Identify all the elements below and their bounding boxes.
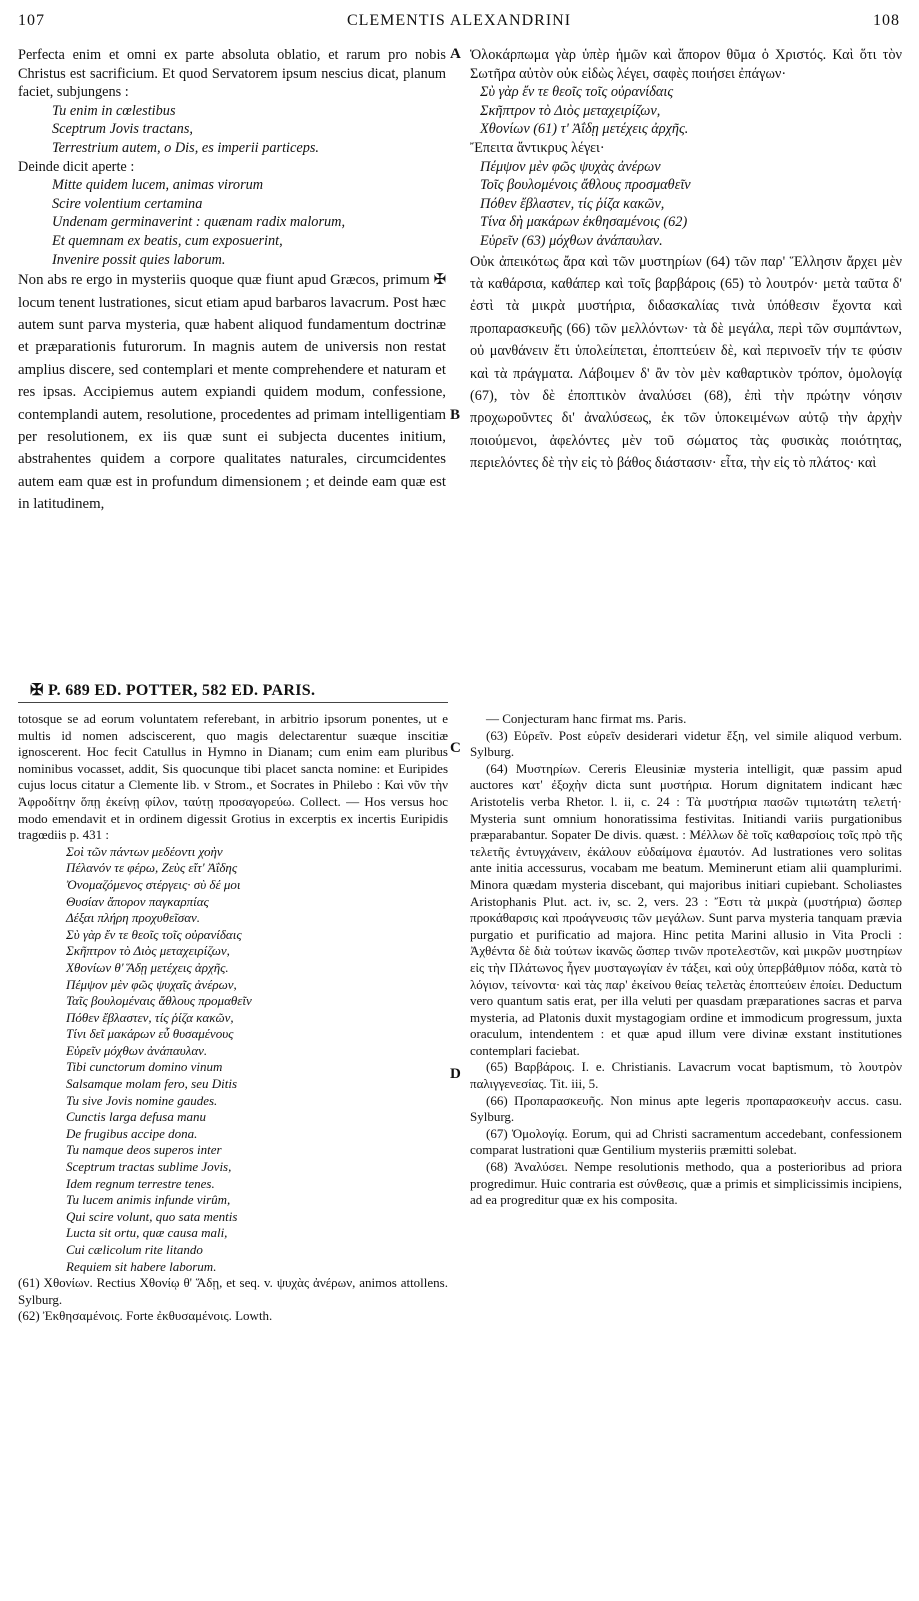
footnote-66: (66) Προπαρασκευῆς. Non minus apte legeris προπαρασκευὴν accus. casu. Sylburg. xyxy=(470,1092,902,1125)
verse-line: Πόθεν ἔβλαστεν, τίς ῥίζα κακῶν, xyxy=(480,195,665,212)
greek-text-column xyxy=(470,46,902,475)
verse-line: Χθονίων (61) τ' Ἀΐδῃ μετέχεις ἀρχῆς. xyxy=(480,121,689,138)
notes-column-right xyxy=(470,711,902,1209)
verse-line: Scire volentium certamina xyxy=(52,195,203,212)
potter-edition-reference: ✠ P. 689 ED. POTTER, 582 ED. PARIS. xyxy=(30,682,316,699)
verse-line: Requiem sit habere laborum. xyxy=(66,1258,217,1274)
verse-line: Terrestrium autem, o Dis, es imperii particeps. xyxy=(52,139,320,156)
margin-letter-c: C xyxy=(450,740,461,756)
verse-line: Εὑρεῖν μόχθων ἀνάπαυλαν. xyxy=(66,1042,208,1058)
page-number-left: 107 xyxy=(18,12,45,29)
margin-letter-a: A xyxy=(450,46,461,62)
latin-hymn-verse xyxy=(18,1059,448,1275)
footnote-68: (68) Ἀναλύσει. Nempe resolutionis methodo, qua a posterioribus ad priora progredimur. Huic contraria est σύνθεσις, quæ a primis et simplicissimis incipiens, ad ea progreditur quæ ex his composita. xyxy=(470,1159,902,1208)
greek-verse-1 xyxy=(470,83,902,139)
latin-paragraph: Non abs re ergo in mysteriis quoque quæ fiunt apud Græcos, primum ✠ locum tenent lustrationes, sicut etiam apud barbaros lavacrum. Post hæc autem sunt parva mysteria, quæ habent aliquod fundamentum doctrinæ et præparationis futurorum. In magnis autem de universis non restat amplius discere, sed contemplari et mente comprehendere et naturam et res ipsas. Accipiemus autem expiandi quidem modum, confessione, contemplandi autem, resolutione, procedentes ad primam intelligentiam per resolutionem, ex iis quæ sunt ei subjecta ducentes initium, abstrahentes quidem a corpore qualitates naturales, circumcidentes autem eam quæ est in profundum dimensionem ; et deinde eam quæ est in latitudinem, xyxy=(18,272,446,513)
verse-line: De frugibus accipe dona. xyxy=(66,1125,198,1141)
latin-text-column xyxy=(18,46,446,516)
verse-line: Σοὶ τῶν πάντων μεδέοντι χοὴν xyxy=(66,843,223,859)
verse-line: Ταῖς βουλομέναις ἄθλους προμαθεῖν xyxy=(66,993,252,1009)
running-header xyxy=(18,12,900,34)
verse-line: Πέμψον μὲν φῶς ψυχὰς ἀνέρων xyxy=(480,158,661,175)
verse-line: Tu enim in cœlestibus xyxy=(52,102,176,119)
verse-line: Invenire possit quies laborum. xyxy=(52,251,226,268)
page-number-right: 108 xyxy=(873,12,900,29)
verse-line: Sceptrum Jovis tractans, xyxy=(52,121,193,138)
running-title: CLEMENTIS ALEXANDRINI xyxy=(346,12,572,29)
verse-line: Cui cælicolum rite litando xyxy=(66,1242,203,1257)
verse-line: Undenam germinaverint : quænam radix malorum, xyxy=(52,214,346,231)
greek-paragraph: Ὁλοκάρπωμα γὰρ ὑπὲρ ἡμῶν καὶ ἄπορον θῦμα ὁ Χριστός. Καὶ ὅτι τὸν Σωτῆρα αὐτὸν οὐκ εἰδὼς λέγει, σαφὲς ποιήσει ἐπάγων· xyxy=(470,47,902,82)
latin-verse-1 xyxy=(18,102,446,158)
verse-line: Πέμψον μὲν φῶς ψυχαῖς ἀνέρων, xyxy=(66,976,237,992)
verse-line: Σὺ γὰρ ἔν τε θεοῖς τοῖς οὐρανίδαις xyxy=(480,84,674,101)
verse-line: Εὑρεῖν (63) μόχθων ἀνάπαυλαν. xyxy=(480,232,663,249)
latin-verse-2 xyxy=(18,176,446,269)
verse-line: Ὀνομαζόμενος στέργεις· σὺ δέ μοι xyxy=(66,876,241,892)
verse-line: Salsamque molam fero, seu Ditis xyxy=(66,1076,238,1092)
margin-letter-d: D xyxy=(450,1066,461,1082)
verse-line: Tibi cunctorum domino vinum xyxy=(66,1059,223,1075)
verse-line: Θυσίαν ἄπορον παγκαρπίας xyxy=(66,893,209,909)
verse-line: Et quemnam ex beatis, cum exposuerint, xyxy=(52,232,283,249)
verse-line: Cunctis larga defusa manu xyxy=(66,1109,206,1125)
margin-letter-b: B xyxy=(450,407,461,423)
footnote-61: (61) Χθονίων. Rectius Χθονίῳ θ' Ἅδῃ, et seq. v. ψυχὰς ἀνέρων, animos attollens. Sylburg. xyxy=(18,1275,448,1307)
footnote-65: (65) Βαρβάροις. I. e. Christianis. Lavacrum vocat baptismum, τὸ λουτρὸν παλιγγενεσίας. Tit. iii, 5. xyxy=(470,1059,902,1092)
verse-line: Tu namque deos superos inter xyxy=(66,1142,222,1158)
verse-line: Lucta sit ortu, quæ causa mali, xyxy=(66,1225,228,1241)
latin-paragraph: Deinde dicit aperte : xyxy=(18,158,135,175)
note-paragraph: totosque se ad eorum voluntatem referebant, in arbitrio ipsorum ponentes, ut e multis id nomen adsciscerent, quo magis delectarentur suæque inscitiæ ignoscerent. Hoc fecit Catullus in Hymno in Dianam; cum enim eam pluribus nominibus vocasset, addit, Sis quocunque tibi placet sancta nomine: et Euripides cujus locus citatur a Clemente lib. v Strom., et Socrates in Philebo : Καὶ νῦν τὴν Ἀφροδίτην ὅπῃ ἐκείνῃ φίλον, ταύτῃ προσαγορεύω. Collect. — Hos versus hoc modo emendavit et in ordinem digessit Grotius in excerptis ex incertis Euripidis tragœdiis p. 431 : xyxy=(18,711,448,843)
divider-rule xyxy=(18,702,448,703)
notes-column-left xyxy=(18,711,448,1325)
verse-line: Tu sive Jovis nomine gaudes. xyxy=(66,1092,218,1108)
greek-verse-2 xyxy=(470,158,902,251)
verse-line: Τοῖς βουλομένοις ἄθλους προσμαθεῖν xyxy=(480,177,691,194)
verse-line: Πόθεν ἔβλαστεν, τίς ῥίζα κακῶν, xyxy=(66,1009,234,1025)
greek-paragraph: Οὐκ ἀπεικότως ἄρα καὶ τῶν μυστηρίων (64) τῶν παρ' Ἕλλησιν ἄρχει μὲν τὰ καθάρσια, καθάπερ καὶ τοῖς βαρβάροις (65) τὸ λουτρόν· μετὰ ταῦτα δ' ἐστὶ τὰ μικρὰ μυστήρια, διδασκαλίας τινὰ ὑπόθεσιν ἔχοντα καὶ προπαρασκευῆς (66) τῶν μελλόντων· τὰ δὲ μεγάλα, περὶ τῶν συμπάντων, οὐ μανθάνειν ἔτι ὑπολείπεται, ἐποπτεύειν δὲ, καὶ περινοεῖν τήν τε φύσιν καὶ τὰ πράγματα. Λάβοιμεν δ' ἂν τὸν μὲν καθαρτικὸν τρόπον, ὁμολογίᾳ (67), τὸν δὲ ἐποπτικὸν ἀναλύσει (68), ἐπὶ τὴν πρώτην νόησιν προχωροῦντες δι' ἀναλύσεως, ἐκ τῶν ὑποκειμένων αὐτῷ τὴν ἀρχὴν ποιούμενοι, ἀφελόντες μὲν τοῦ σώματος τὰς φυσικὰς ποιότητας, περιελόντες δὲ τὴν εἰς τὸ βάθος διάστασιν· εἶτα, τὴν εἰς τὸ πλάτος· καὶ xyxy=(470,253,902,472)
verse-line: Σκῆπτρον τὸ Διὸς μεταχειρίζων, xyxy=(66,943,230,959)
greek-paragraph: Ἔπειτα ἄντικρυς λέγει· xyxy=(470,139,605,156)
verse-line: Χθονίων θ' Ἅδῃ μετέχεις ἀρχῆς. xyxy=(66,959,229,975)
footnote-62: (62) Ἐκθησαμένοις. Forte ἐκθυσαμένοις. Lowth. xyxy=(18,1308,273,1324)
verse-line: Σὺ γὰρ ἔν τε θεοῖς τοῖς οὐρανίδαις xyxy=(66,926,242,942)
verse-line: Sceptrum tractas sublime Jovis, xyxy=(66,1159,232,1175)
verse-line: Δέξαι πλήρη προχυθεῖσαν. xyxy=(66,910,201,926)
latin-paragraph: Perfecta enim et omni ex parte absoluta oblatio, et rarum pro nobis Christus est sacrificium. Et quod Servatorem ipsum nescius dicat, planum faciet, subjungens : xyxy=(18,47,446,101)
verse-line: Τίνα δὴ μακάρων ἐκθησαμένοις (62) xyxy=(480,214,688,231)
footnote-63: (63) Εὑρεῖν. Post εὑρεῖν desiderari videtur ἔξη, vel simile aliquod verbum. Sylburg. xyxy=(470,727,902,760)
verse-line: Mitte quidem lucem, animas virorum xyxy=(52,177,264,194)
footnote-64: (64) Μυστηρίων. Cereris Eleusiniæ mysteria intelligit, quæ passim apud auctores κατ' ἐξοχὴν dicta sunt μυστήρια. Horum dignitatem indicant hæc Aristotelis verba Rhetor. l. ii, c. 24 : Τὰ μυστήρια πασῶν τιμιωτάτη τελετή· Mysteria sunt omnium honoratissima festivitas. Initiandi variis purgationibus præparabantur. Sopater De divis. quæst. : Μέλλων δὲ τοῖς καθαρσίοις τοῖς πρὸ τῆς τελετῆς ἐντυγχάνειν, ἐκάλουν εὐδαίμονα ἐμαυτόν. Ad lustrationes vero solitas ante initia accessurus, vocabam me beatum. Meminerunt etiam alii quamplurimi. Minora quædam mysteria discebant, qui majoribus initiari cupiebant. Scholiastes Aristophanis Plut. act. iv, sc. 2, vers. 23 : Ἔστι τὰ μικρὰ (μυστήρια) ὥσπερ προκάθαρσις καὶ προάγνευσις τῶν μεγάλων. Sunt parva mysteria tanquam prævia purgatio et purificatio ad majora. Hinc petita Marini allusio in Vita Procli : Ἀχθέντα δὲ διὰ τούτων ἱκανῶς ὥσπερ τινῶν προτελεστῶν, καὶ μικρῶν μυστηρίων εἰς τὴν Πλάτωνος ἦγεν μυσταγωγίαν ἐν τάξει, καὶ οὐχ ὑπερβάθμιον πόδα, κατὰ τὸ λόγιον, τείνοντα· καὶ τὰς παρ' ἐκείνου θείας τελετὰς ἐποπτεύειν ἐποίει. Deductum vero quantum satis erat, per illa veluti per quasdam præparationes sacras et parva mysteria, ad Platonis duxit mystagogiam ordine et immodicum progressum, juxta oraculum, intendentem : et quæ apud illum vere divinæ exstant institutiones contemplari faciebat. xyxy=(470,760,902,1058)
footnote-67: (67) Ὁμολογίᾳ. Eorum, qui ad Christi sacramentum accedebant, confessionem comparat lustrationi quæ Gentilium mysteriis præmitti solebat. xyxy=(470,1125,902,1158)
verse-line: Qui scire volunt, quo sata mentis xyxy=(66,1208,238,1224)
footnote-62-continued: — Conjecturam hanc firmat ms. Paris. xyxy=(486,711,687,726)
verse-line: Τίνι δεῖ μακάρων εὖ θυσαμένους xyxy=(66,1026,234,1042)
verse-line: Πέλανόν τε φέρω, Ζεὺς εἴτ' Ἀΐδης xyxy=(66,860,238,876)
verse-line: Σκῆπτρον τὸ Διὸς μεταχειρίζων, xyxy=(480,102,661,119)
verse-line: Idem regnum terrestre tenes. xyxy=(66,1175,215,1191)
verse-line: Tu lucem animis infunde virûm, xyxy=(66,1192,231,1208)
greek-hymn-verse xyxy=(18,844,448,1060)
